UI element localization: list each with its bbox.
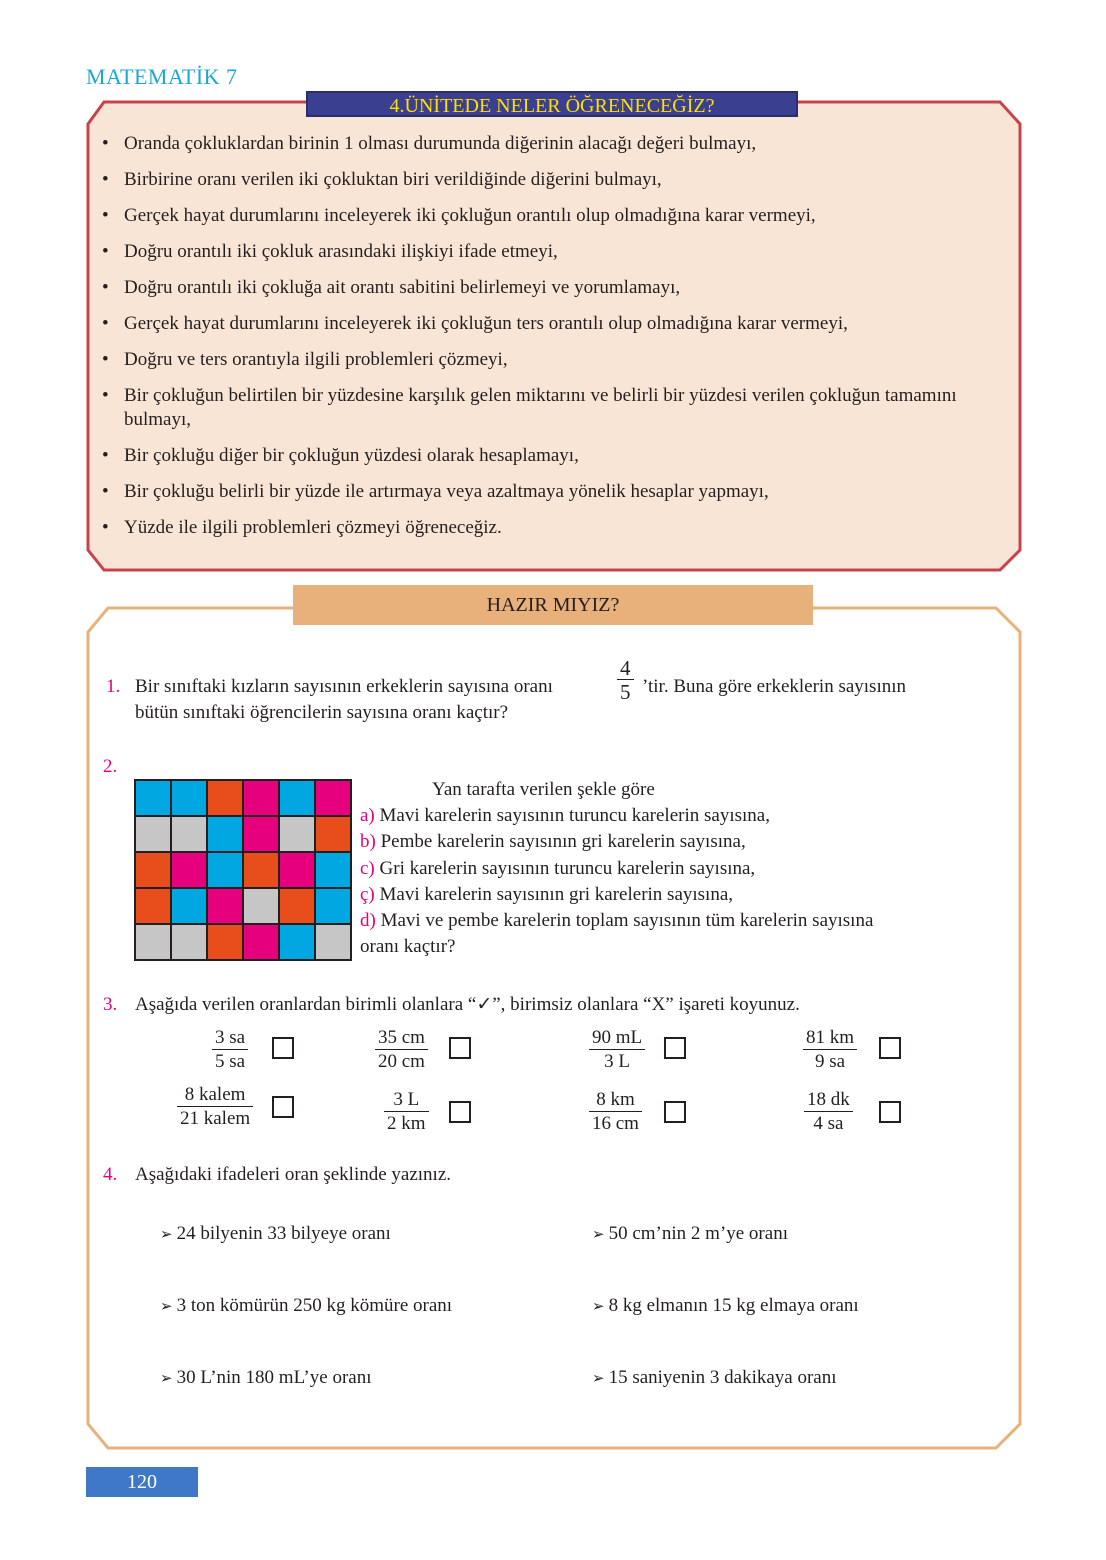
q4-item-text: 50 cm’nin 2 m’ye oranı — [608, 1223, 788, 1244]
ratio-denominator: 3 L — [604, 1051, 630, 1072]
grid-cell — [207, 888, 243, 924]
goal-item — [100, 348, 1012, 372]
q4-item-text: 3 ton kömürün 250 kg kömüre oranı — [176, 1295, 453, 1316]
grid-cell — [279, 780, 315, 816]
ratio-denominator: 21 kalem — [180, 1108, 251, 1129]
goal-text: Bir çokluğu diğer bir çokluğun yüzdesi olarak hesaplamayı, — [124, 445, 579, 466]
part-text: Mavi ve pembe karelerin toplam sayısının tüm karelerin sayısına — [380, 910, 874, 931]
question-2-part-c-cedilla — [360, 882, 733, 908]
grid-cell — [135, 852, 171, 888]
part-label: d) — [360, 910, 376, 931]
ratio-numerator: 8 km — [589, 1089, 642, 1112]
part-text: Mavi karelerin sayısının turuncu karelerin sayısına, — [379, 805, 770, 826]
bullet: • — [102, 517, 109, 538]
q4-item-text: 24 bilyenin 33 bilyeye oranı — [176, 1223, 391, 1244]
question-2-part-d — [360, 908, 873, 934]
bullet: • — [102, 277, 109, 298]
grid-row — [135, 852, 351, 888]
goals-box-title: 4.ÜNİTEDE NELER ÖĞRENECEĞİZ? — [306, 91, 798, 117]
goal-item — [100, 132, 1012, 156]
ratio-6-checkbox[interactable] — [449, 1101, 471, 1123]
grid-row — [135, 924, 351, 960]
question-2-tail: oranı kaçtır? — [360, 936, 456, 957]
part-label: b) — [360, 831, 376, 852]
bullet: • — [102, 385, 109, 406]
goal-item — [100, 240, 1012, 264]
grid-cell — [243, 816, 279, 852]
ratio-denominator: 4 sa — [813, 1113, 844, 1134]
grid-cell — [135, 816, 171, 852]
goal-text: Birbirine oranı verilen iki çokluktan biri verildiğinde diğerini bulmayı, — [124, 169, 662, 190]
question-2-part-b — [360, 829, 746, 855]
question-2-intro: Yan tarafta verilen şekle göre — [432, 779, 655, 800]
goal-text: Gerçek hayat durumlarını inceleyerek iki çokluğun orantılı olup olmadığına karar vermeyi, — [124, 205, 816, 226]
q4-item-4 — [592, 1293, 859, 1319]
part-label: a) — [360, 805, 375, 826]
grid-row — [135, 888, 351, 924]
bullet: • — [102, 205, 109, 226]
ratio-3-checkbox[interactable] — [664, 1037, 686, 1059]
grid-cell — [171, 888, 207, 924]
color-grid — [134, 779, 352, 961]
bullet: • — [102, 349, 109, 370]
goal-text: Doğru orantılı iki çokluğa ait orantı sabitini belirlemeyi ve yorumlamayı, — [124, 277, 681, 298]
bullet: • — [102, 133, 109, 154]
q4-item-2 — [592, 1221, 788, 1247]
grid-cell — [171, 924, 207, 960]
q4-item-3 — [160, 1293, 452, 1319]
ratio-8 — [804, 1089, 853, 1136]
goal-item — [100, 516, 1012, 540]
ratio-8-checkbox[interactable] — [879, 1101, 901, 1123]
grid-cell — [207, 924, 243, 960]
grid-cell — [279, 924, 315, 960]
grid-cell — [279, 888, 315, 924]
grid-cell — [315, 924, 351, 960]
q4-item-1 — [160, 1221, 391, 1247]
grid-row — [135, 816, 351, 852]
goal-item — [100, 204, 1012, 228]
ratio-6 — [384, 1089, 429, 1136]
question-4-text: Aşağıdaki ifadeleri oran şeklinde yazınız. — [135, 1164, 452, 1185]
ratio-1 — [212, 1027, 248, 1074]
goal-text: Doğru ve ters orantıyla ilgili problemleri çözmeyi, — [124, 349, 508, 370]
arrow-icon: ➢ — [160, 1297, 173, 1315]
part-label: c) — [360, 858, 375, 879]
grid-cell — [315, 780, 351, 816]
bullet: • — [102, 445, 109, 466]
ratio-3 — [589, 1027, 645, 1074]
arrow-icon: ➢ — [592, 1225, 605, 1243]
grid-cell — [315, 816, 351, 852]
ratio-7-checkbox[interactable] — [664, 1101, 686, 1123]
part-text: Mavi karelerin sayısının gri karelerin sayısına, — [379, 884, 734, 905]
ratio-numerator: 35 cm — [375, 1027, 428, 1050]
bullet: • — [102, 481, 109, 502]
question-3-number: 3. — [103, 994, 118, 1015]
ratio-2 — [375, 1027, 428, 1074]
fraction-numerator: 4 — [617, 657, 634, 680]
question-2-part-c — [360, 856, 755, 882]
question-3-text: Aşağıda verilen oranlardan birimli olanlara “✓”, birimsiz olanlara “X” işareti koyunuz. — [135, 994, 800, 1015]
question-4-number: 4. — [103, 1164, 118, 1185]
question-2-part-a — [360, 803, 770, 829]
goal-item — [100, 168, 1012, 192]
goal-text: Oranda çokluklardan birinin 1 olması durumunda diğerinin alacağı değeri bulmayı, — [124, 133, 757, 154]
goal-item — [100, 384, 1012, 432]
grid-cell — [279, 816, 315, 852]
bullet: • — [102, 241, 109, 262]
q4-item-5 — [160, 1365, 372, 1391]
grid-cell — [243, 888, 279, 924]
ready-box-title: HAZIR MIYIZ? — [293, 585, 813, 625]
arrow-icon: ➢ — [160, 1225, 173, 1243]
ratio-5-checkbox[interactable] — [272, 1096, 294, 1118]
goal-text: Bir çokluğun belirtilen bir yüzdesine karşılık gelen miktarını ve belirli bir yüzdesi verilen çokluğun tamamını bulmayı, — [124, 385, 957, 430]
goal-item — [100, 444, 1012, 468]
grid-cell — [243, 924, 279, 960]
grid-cell — [243, 780, 279, 816]
grid-cell — [135, 924, 171, 960]
bullet: • — [102, 169, 109, 190]
grid-cell — [315, 852, 351, 888]
question-1-text-a: Bir sınıftaki kızların sayısının erkeklerin sayısına oranı — [135, 676, 553, 697]
subject-header: MATEMATİK 7 — [86, 64, 238, 89]
grid-cell — [243, 852, 279, 888]
ratio-numerator: 3 sa — [212, 1027, 248, 1050]
goal-item — [100, 312, 1012, 336]
part-text: Pembe karelerin sayısının gri karelerin sayısına, — [380, 831, 746, 852]
arrow-icon: ➢ — [592, 1369, 605, 1387]
ratio-7 — [589, 1089, 642, 1136]
ratio-numerator: 90 mL — [589, 1027, 645, 1050]
part-text: Gri karelerin sayısının turuncu karelerin sayısına, — [379, 858, 756, 879]
grid-cell — [135, 780, 171, 816]
question-1-text-c: bütün sınıftaki öğrencilerin sayısına oranı kaçtır? — [135, 702, 509, 723]
grid-cell — [279, 852, 315, 888]
arrow-icon: ➢ — [160, 1369, 173, 1387]
q4-item-text: 8 kg elmanın 15 kg elmaya oranı — [608, 1295, 859, 1316]
grid-cell — [171, 852, 207, 888]
ratio-denominator: 16 cm — [592, 1113, 639, 1134]
ratio-denominator: 9 sa — [814, 1051, 846, 1072]
question-1-number: 1. — [106, 676, 121, 697]
goal-text: Bir çokluğu belirli bir yüzde ile artırmaya veya azaltmaya yönelik hesaplar yapmayı, — [124, 481, 769, 502]
goals-list — [100, 132, 1012, 552]
grid-cell — [207, 780, 243, 816]
fraction-denominator: 5 — [620, 680, 631, 704]
ratio-numerator: 81 km — [803, 1027, 857, 1050]
grid-cell — [135, 888, 171, 924]
ratio-1-checkbox[interactable] — [272, 1037, 294, 1059]
grid-cell — [171, 780, 207, 816]
q4-item-text: 30 L’nin 180 mL’ye oranı — [176, 1367, 372, 1388]
bullet: • — [102, 313, 109, 334]
page-number: 120 — [86, 1467, 198, 1497]
goal-item — [100, 480, 1012, 504]
ratio-4-checkbox[interactable] — [879, 1037, 901, 1059]
ratio-5 — [177, 1084, 253, 1131]
question-2-number: 2. — [103, 756, 118, 777]
ratio-4 — [803, 1027, 857, 1074]
question-1-text-b: ’tir. Buna göre erkeklerin sayısının — [642, 676, 907, 697]
question-1-fraction — [617, 657, 634, 704]
ratio-2-checkbox[interactable] — [449, 1037, 471, 1059]
ratio-numerator: 8 kalem — [177, 1084, 253, 1107]
goal-text: Yüzde ile ilgili problemleri çözmeyi öğreneceğiz. — [124, 517, 502, 538]
q4-item-text: 15 saniyenin 3 dakikaya oranı — [608, 1367, 837, 1388]
goal-item — [100, 276, 1012, 300]
grid-cell — [207, 816, 243, 852]
grid-row — [135, 780, 351, 816]
grid-cell — [171, 816, 207, 852]
grid-cell — [207, 852, 243, 888]
ratio-denominator: 2 km — [387, 1113, 426, 1134]
ratio-numerator: 18 dk — [804, 1089, 853, 1112]
ratio-numerator: 3 L — [384, 1089, 429, 1112]
goal-text: Gerçek hayat durumlarını inceleyerek iki çokluğun ters orantılı olup olmadığına karar vermeyi, — [124, 313, 848, 334]
part-label: ç) — [360, 884, 375, 905]
goal-text: Doğru orantılı iki çokluk arasındaki ilişkiyi ifade etmeyi, — [124, 241, 558, 262]
grid-cell — [315, 888, 351, 924]
ratio-denominator: 5 sa — [215, 1051, 246, 1072]
q4-item-6 — [592, 1365, 837, 1391]
ratio-denominator: 20 cm — [378, 1051, 425, 1072]
arrow-icon: ➢ — [592, 1297, 605, 1315]
